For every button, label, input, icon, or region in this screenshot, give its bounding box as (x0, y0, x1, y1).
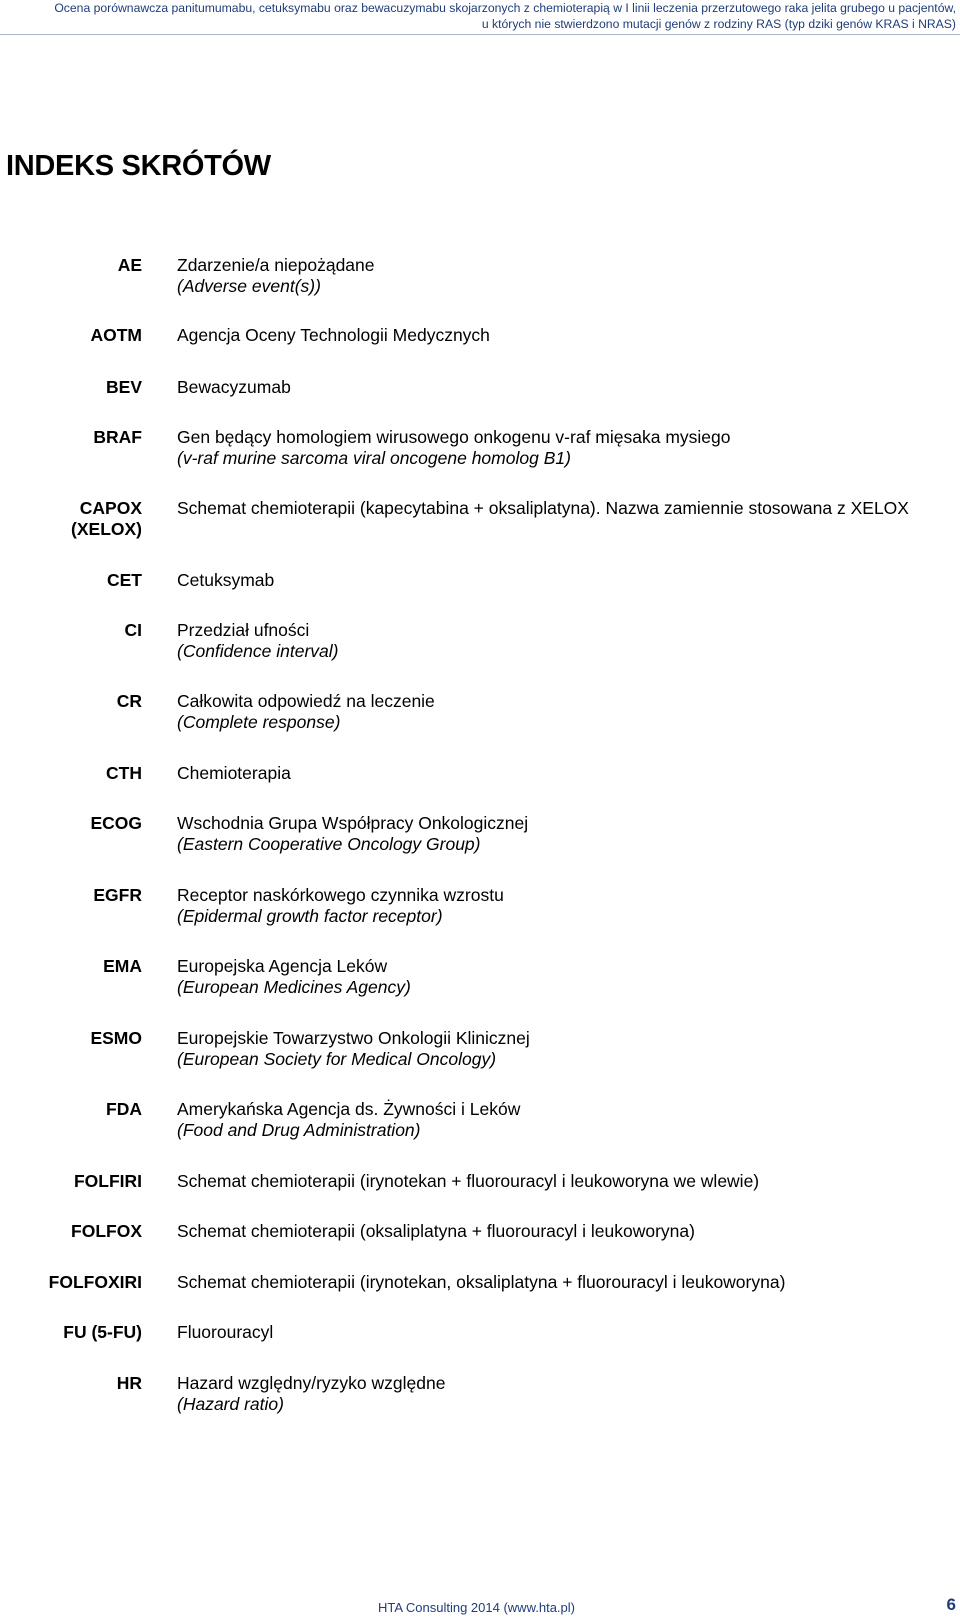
abbreviation-definition (177, 427, 945, 469)
abbreviation-definition (177, 1322, 945, 1343)
abbreviation-term: CET (107, 570, 142, 590)
definition-english: (Adverse event(s)) (177, 276, 321, 296)
definition-polish: Agencja Oceny Technologii Medycznych (177, 325, 490, 345)
abbreviation-term: FOLFOX (71, 1221, 142, 1241)
definition-english: (Hazard ratio) (177, 1394, 284, 1414)
abbreviation-definition (177, 885, 945, 927)
definition-polish: Europejska Agencja Leków (177, 956, 388, 976)
definition-polish: Zdarzenie/a niepożądane (177, 255, 375, 275)
definition-polish: Gen będący homologiem wirusowego onkogenu v-raf mięsaka mysiego (177, 427, 731, 447)
abbreviation-definition (177, 377, 945, 398)
abbreviation-definition (177, 1272, 945, 1293)
footer-credit: HTA Consulting 2014 (www.hta.pl) (377, 1600, 575, 1615)
abbreviation-definition (177, 956, 945, 998)
abbreviation-definition (177, 1171, 945, 1192)
definition-english: (Complete response) (177, 712, 341, 732)
abbreviation-definition (177, 620, 945, 662)
abbreviation-term: CI (124, 620, 142, 640)
definition-polish: Fluorouracyl (177, 1322, 274, 1342)
definition-polish: Schemat chemioterapii (kapecytabina + oksaliplatyna). Nazwa zamiennie stosowana z XELOX (177, 498, 909, 518)
definition-english: (Food and Drug Administration) (177, 1120, 421, 1140)
header-line-2: u których nie stwierdzono mutacji genów z rodziny RAS (typ dziki genów KRAS i NRAS) (481, 17, 956, 31)
abbreviation-definition (177, 691, 945, 733)
abbreviation-definition (177, 325, 945, 346)
abbreviation-term: HR (116, 1373, 142, 1393)
definition-polish: Schemat chemioterapii (irynotekan, oksaliplatyna + fluorouracyl i leukoworyna) (177, 1272, 786, 1292)
definition-polish: Wschodnia Grupa Współpracy Onkologicznej (177, 813, 529, 833)
abbreviation-definition (177, 1028, 945, 1070)
definition-polish: Schemat chemioterapii (irynotekan + fluorouracyl i leukoworyna we wlewie) (177, 1171, 760, 1191)
running-header (0, 0, 960, 35)
definition-polish: Całkowita odpowiedź na leczenie (177, 691, 435, 711)
definition-english: (Confidence interval) (177, 641, 339, 661)
abbreviation-term: FU (5-FU) (63, 1322, 142, 1342)
definition-english: (v-raf murine sarcoma viral oncogene homolog B1) (177, 448, 571, 468)
abbreviation-term: BRAF (93, 427, 142, 447)
abbreviation-term: EMA (103, 956, 142, 976)
abbreviation-definition (177, 1373, 945, 1415)
definition-english: (European Society for Medical Oncology) (177, 1049, 497, 1069)
abbreviation-term: CR (116, 691, 142, 711)
abbreviation-term: AE (117, 255, 142, 275)
abbreviation-definition (177, 1221, 945, 1242)
abbreviation-term: CAPOX (XELOX) (71, 498, 142, 539)
definition-english: (European Medicines Agency) (177, 977, 411, 997)
abbreviation-definition (177, 498, 945, 519)
abbreviation-definition (177, 763, 945, 784)
abbreviation-term: AOTM (90, 325, 142, 345)
abbreviation-definition (177, 255, 945, 297)
abbreviation-term: ESMO (90, 1028, 142, 1048)
page-number: 6 (946, 1595, 956, 1614)
abbreviation-term: FOLFOXIRI (48, 1272, 142, 1292)
definition-polish: Chemioterapia (177, 763, 291, 783)
definition-polish: Hazard względny/ryzyko względne (177, 1373, 446, 1393)
definition-polish: Bewacyzumab (177, 377, 291, 397)
abbreviation-term: CTH (106, 763, 142, 783)
definition-polish: Europejskie Towarzystwo Onkologii Klinicznej (177, 1028, 530, 1048)
abbreviation-term: BEV (106, 377, 142, 397)
abbreviation-definition (177, 570, 945, 591)
abbreviation-definition (177, 813, 945, 855)
abbreviation-term: FDA (106, 1099, 142, 1119)
abbreviation-definition (177, 1099, 945, 1141)
abbreviation-term: ECOG (90, 813, 142, 833)
definition-polish: Amerykańska Agencja ds. Żywności i Leków (177, 1099, 521, 1119)
definition-polish: Cetuksymab (177, 570, 275, 590)
header-line-1: Ocena porównawcza panitumumabu, cetuksymabu oraz bewacuzymabu skojarzonych z chemioterapią w I linii leczenia przerzutowego raka jelita grubego u pacjentów, (54, 1, 956, 15)
abbreviation-term: EGFR (93, 885, 142, 905)
abbreviation-term: FOLFIRI (73, 1171, 142, 1191)
definition-polish: Receptor naskórkowego czynnika wzrostu (177, 885, 504, 905)
page-title: INDEKS SKRÓTÓW (6, 150, 271, 182)
definition-english: (Epidermal growth factor receptor) (177, 906, 443, 926)
definition-polish: Przedział ufności (177, 620, 310, 640)
definition-english: (Eastern Cooperative Oncology Group) (177, 834, 481, 854)
definition-polish: Schemat chemioterapii (oksaliplatyna + fluorouracyl i leukoworyna) (177, 1221, 695, 1241)
